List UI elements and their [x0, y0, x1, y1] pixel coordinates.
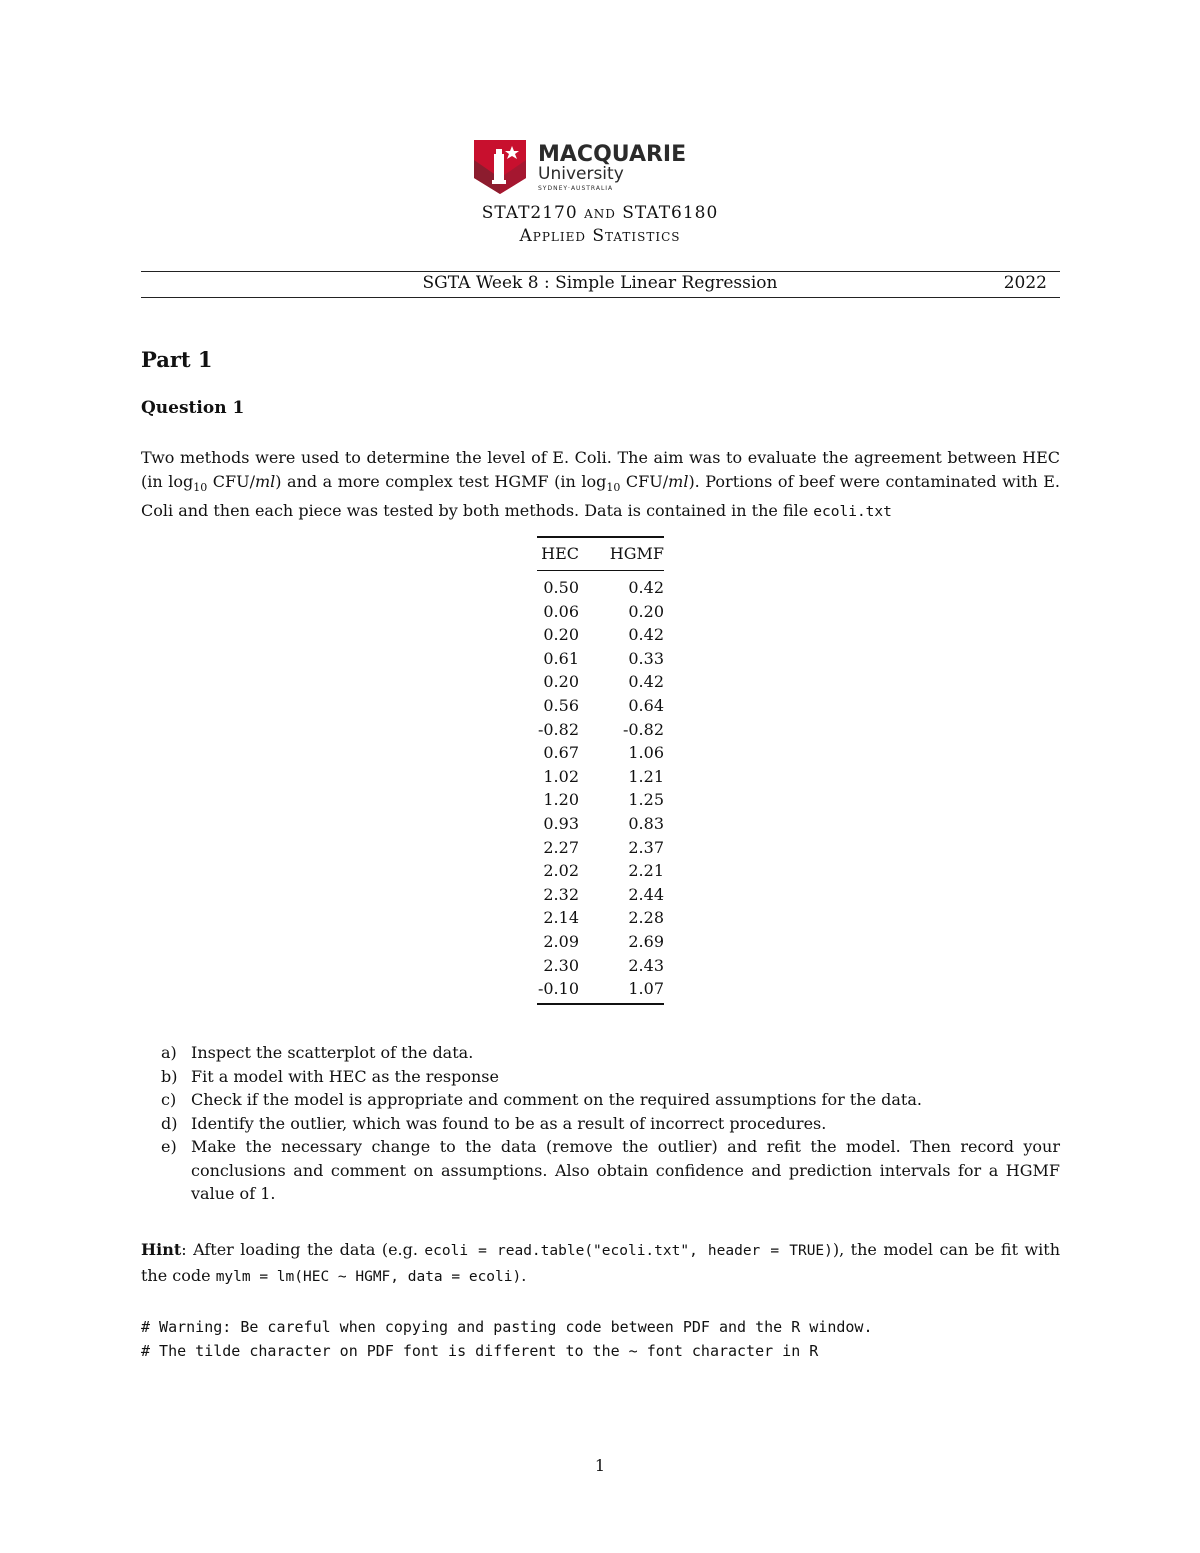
hec-cell: 0.06 [543, 601, 579, 621]
hgmf-cell: 2.28 [628, 908, 664, 928]
table-header-rule [537, 570, 664, 571]
hec-cell: 2.27 [543, 837, 579, 857]
table-row [537, 861, 664, 885]
hgmf-cell: 2.37 [628, 837, 664, 857]
hec-cell: 0.56 [543, 696, 579, 715]
logo-name: MACQUARIE [538, 142, 687, 167]
hec-cell: 1.20 [543, 790, 579, 810]
course-title: Applied Statistics [519, 226, 681, 246]
table-row [537, 814, 664, 838]
table-row [537, 790, 664, 814]
hgmf-cell: 0.64 [628, 696, 664, 715]
hec-cell: 0.61 [543, 648, 579, 668]
table-row [537, 720, 664, 744]
hec-cell: -0.82 [537, 719, 579, 739]
hgmf-cell: 0.83 [628, 814, 664, 833]
table-row [537, 672, 664, 696]
hec-cell: 0.93 [543, 814, 579, 833]
list-item: a) Inspect the scatterplot of the data. [161, 1043, 474, 1062]
university-logo [474, 140, 687, 196]
sheet-year: 2022 [1003, 273, 1047, 293]
table-row [537, 602, 664, 626]
table-bottom-rule [537, 1003, 664, 1005]
hgmf-cell: 2.21 [628, 861, 664, 881]
list-item: d) Identify the outlier, which was found to be as a result of incorrect procedures. [161, 1113, 827, 1133]
hgmf-cell: 0.42 [628, 578, 664, 597]
table-row [537, 578, 664, 602]
list-item: e) Make the necessary change to the data (remove the outlier) and refit the model. Then record your conclusions and comment on assumptions. Also obtain confidence and prediction intervals for a HGMF value of 1. [161, 1137, 1060, 1203]
hgmf-cell: 2.69 [628, 932, 664, 951]
hec-cell: 2.32 [543, 884, 579, 904]
table-row [537, 979, 664, 1003]
hgmf-cell: 1.06 [628, 743, 664, 763]
hec-cell: 0.20 [543, 672, 579, 692]
hgmf-cell: 1.21 [628, 766, 664, 786]
table-row [537, 838, 664, 862]
hec-cell: 2.02 [543, 861, 579, 881]
lm-code: mylm = lm(HEC ~ HGMF, data = ecoli) [215, 1268, 522, 1285]
header-top-rule [141, 271, 1060, 272]
hgmf-cell: 0.33 [628, 648, 664, 668]
table-row [537, 696, 664, 720]
hec-cell: 0.50 [543, 578, 579, 597]
hgmf-cell: 1.07 [628, 979, 664, 999]
header-bottom-rule [141, 297, 1060, 298]
hec-cell: -0.10 [537, 979, 579, 999]
table-header-hec: HEC [541, 544, 579, 563]
warning-line-1: # Warning: Be careful when copying and pasting code between PDF and the R window. [141, 1318, 873, 1336]
hgmf-cell: 2.43 [628, 955, 664, 975]
university-crest-icon [474, 140, 526, 194]
table-row [537, 956, 664, 980]
read-table-code: ecoli = read.table("ecoli.txt", header = TRUE) [424, 1243, 833, 1259]
table-row [537, 908, 664, 932]
table-row [537, 885, 664, 909]
table-header-hgmf: HGMF [609, 544, 664, 563]
list-item: c) Check if the model is appropriate and comment on the required assumptions for the data. [161, 1090, 922, 1109]
hec-cell: 2.30 [543, 955, 579, 975]
hec-cell: 1.02 [543, 766, 579, 786]
hec-cell: 2.09 [543, 932, 579, 951]
logo-tagline: SYDNEY·AUSTRALIA [538, 185, 614, 192]
list-item: b) Fit a model with HEC as the response [161, 1066, 499, 1086]
table-row [537, 649, 664, 673]
logo-subtitle: University [538, 164, 624, 184]
table-row [537, 932, 664, 956]
course-code: STAT2170 and STAT6180 [481, 203, 719, 223]
question-intro: Two methods were used to determine the level of E. Coli. The aim was to evaluate the agreement between HEC (in $\log_{10} CFU/ml$) and a more complex test HGMF (in $\log_{10} CFU/ml$). Portions of beef were contaminated with E. Coli and then each piece was tested by both methods. Data is contained in the file ecoli.txt [141, 448, 1060, 521]
data-filename: ecoli.txt [813, 504, 892, 521]
table-row [537, 743, 664, 767]
hec-cell: 0.20 [543, 625, 579, 645]
page-number: 1 [594, 1456, 606, 1475]
question-heading: Question 1 [141, 398, 245, 418]
task-list [141, 1041, 1060, 1206]
table-row [537, 625, 664, 649]
table-row [537, 767, 664, 791]
warning-line-2: # The tilde character on PDF font is different to the ~ font character in R [141, 1342, 819, 1360]
hgmf-cell: 0.42 [628, 625, 664, 645]
hint-paragraph: Hint: After loading the data (e.g. ecoli = read.table("ecoli.txt", header = TRUE)), the model can be fit with the code mylm = lm(HEC ~ HGMF, data = ecoli). [141, 1240, 1061, 1285]
hgmf-cell: 0.20 [628, 601, 664, 621]
hec-cell: 0.67 [543, 743, 579, 763]
hgmf-cell: 1.25 [628, 790, 664, 810]
hgmf-cell: 2.44 [628, 884, 664, 904]
part-heading: Part 1 [141, 347, 213, 372]
table-top-rule [537, 536, 664, 538]
hgmf-cell: -0.82 [622, 719, 664, 739]
sheet-title: SGTA Week 8 : Simple Linear Regression [422, 273, 778, 293]
hec-cell: 2.14 [543, 908, 579, 928]
hgmf-cell: 0.42 [628, 672, 664, 692]
